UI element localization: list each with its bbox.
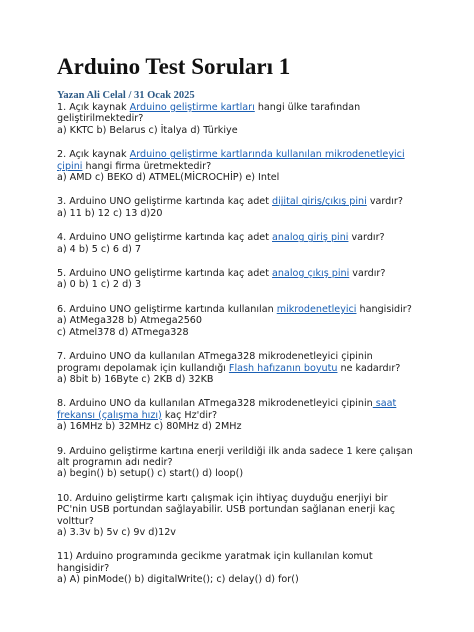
answer-options: a) A) pinMode() b) digitalWrite(); c) delay() d) for() [57,574,299,586]
question-1: 1. Açık kaynak Arduino geliştirme kartları hangi ülke tarafından geliştirilmektedir? a) KKTC b) Belarus c) İtalya d) Türkiye [57,102,434,136]
document-title: Arduino Test Soruları 1 [57,54,291,79]
answer-options: a) 16MHz b) 32MHz c) 80MHz d) 2MHz [57,421,242,433]
link-mikrodenetleyici-2[interactable]: mikrodenetleyici [276,303,357,315]
link-cipini[interactable]: çipini [57,160,83,172]
question-11: 11) Arduino programında gecikme yaratmak için kullanılan komut hangisidir? a) A) pinMode() b) digitalWrite(); c) delay() d) for() [57,551,434,585]
question-4: 4. Arduino UNO geliştirme kartında kaç adet analog giriş pini vardır? a) 4 b) 5 c) 6 d) 7 [57,232,434,255]
link-mikrodenetleyici[interactable]: Arduino geliştirme kartlarında kullanılan mikrodenetleyici [129,149,405,161]
link-arduino-kartlari[interactable]: Arduino geliştirme kartları [129,102,255,113]
byline: Yazan Ali Celal / 31 Ocak 2025 [57,90,195,101]
question-3: 3. Arduino UNO geliştirme kartında kaç adet dijital giriş/çıkış pini vardır? a) 11 b) 12 c) 13 d)20 [57,196,434,219]
question-9: 9. Arduino geliştirme kartına enerji verildiği ilk anda sadece 1 kere çalışan alt programın adı nedir? a) begin() b) setup() c) start() d) loop() [57,446,434,480]
answer-options: a) AtMega328 b) Atmega2560 [57,315,203,327]
link-flash-hafiza[interactable]: Flash hafızanın boyutu [228,362,338,374]
link-analog-cikis[interactable]: analog çıkış pini [272,268,350,280]
answer-options-2: c) Atmel378 d) ATmega328 [57,326,189,338]
question-8: 8. Arduino UNO da kullanılan ATmega328 mikrodenetleyici çipinin saat frekansı (çalışma hızı) kaç Hz'dir? a) 16MHz b) 32MHz c) 80MHz d) 2MHz [57,398,434,432]
answer-options: a) 0 b) 1 c) 2 d) 3 [57,279,142,291]
answer-options: a) 4 b) 5 c) 6 d) 7 [57,243,142,255]
question-6: 6. Arduino UNO geliştirme kartında kullanılan mikrodenetleyici hangisidir? a) AtMega328 b) Atmega2560 c) Atmel378 d) ATmega328 [57,304,434,338]
answer-options: a) AMD c) BEKO d) ATMEL(MİCROCHİP) e) Intel [57,172,280,184]
question-5: 5. Arduino UNO geliştirme kartında kaç adet analog çıkış pini vardır? a) 0 b) 1 c) 2 d) 3 [57,268,434,291]
question-2: 2. Açık kaynak Arduino geliştirme kartlarında kullanılan mikrodenetleyici çipini hangi firma üretmektedir? a) AMD c) BEKO d) ATMEL(MİCROCHİP) e) Intel [57,149,434,183]
link-dijital-pin[interactable]: dijital giriş/çıkış pini [272,196,367,208]
link-analog-giris[interactable]: analog giriş pini [272,232,349,244]
answer-options: a) KKTC b) Belarus c) İtalya d) Türkiye [57,124,238,136]
question-10: 10. Arduino geliştirme kartı çalışmak için ihtiyaç duyduğu enerjiyi bir PC'nin USB portundan sağlayabilir. USB portundan sağlanan enerji kaç volttur? a) 3.3v b) 5v c) 9v d)12v [57,493,434,539]
answer-options: a) 3.3v b) 5v c) 9v d)12v [57,526,176,538]
link-saat-frekansi[interactable]: frekansı (çalışma hızı) [57,409,162,421]
link-saat[interactable]: saat [372,398,397,410]
question-7: 7. Arduino UNO da kullanılan ATmega328 mikrodenetleyici çipinin programı depolamak için kullandığı Flash hafızanın boyutu ne kadardır? a) 8bit b) 16Byte c) 2KB d) 32KB [57,351,434,385]
answer-options: a) 8bit b) 16Byte c) 2KB d) 32KB [57,373,214,385]
answer-options: a) begin() b) setup() c) start() d) loop() [57,468,244,480]
answer-options: a) 11 b) 12 c) 13 d)20 [57,207,163,219]
